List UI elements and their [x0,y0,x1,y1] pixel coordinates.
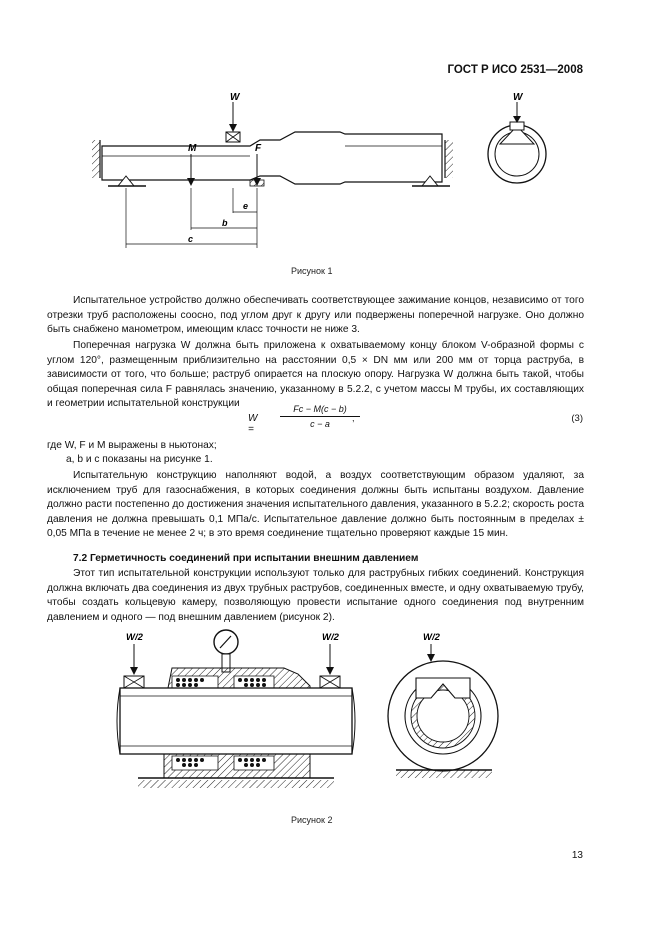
label-e: e [243,201,249,211]
page-number: 13 [571,850,583,861]
paragraph-3: Испытательную конструкцию наполняют водой, а воздух соответствующим образом удаляют, за исключением труб для газоснабжения, в которых соединения должны быть испытаны воздухом. Давление должно расти постепенно до достижения значения испытательного давления, указанного в 5.2.2; скорость роста давления не должна превышать 0,1 МПа/с. Испытательное давление должно быть постоянным в пределах ± 0,05 МПа в течение не менее 2 ч; в это время соединение тщательно проверяют каждые 15 мин. [47,470,584,540]
label-c: c [188,234,194,244]
label-w-section: W [513,92,523,103]
paragraph-4: Этот тип испытательной конструкции используют только для раструбных гибких соединений. Конструкция должна включать два соединения из двух трубных раструбов, соединенных вместе, и одну охватываемую трубу, чтобы создать кольцевую камеру, позволяющую провести испытание одного соединения под внутренним давлением и одного — под внешним давлением (рисунок 2). [47,568,584,623]
label-w2-right: W/2 [322,632,339,643]
where-line: где W, F и M выражены в ньютонах; [47,440,217,451]
formula-fraction [280,404,360,429]
formula-number: (3) [571,413,583,424]
figure-2-caption: Рисунок 2 [291,815,333,825]
formula-denominator: c − a [310,419,330,429]
formula-comma: , [352,413,355,423]
figure-1-drawing [90,88,570,258]
label-w: W [230,92,240,103]
paragraph-2: Поперечная нагрузка W должна быть приложена к охватываемому концу блоком V-образной формы с углом 120°, размещенным приблизительно на расстоянии 0,5 × DN мм или 200 мм от торца раструба, в зависимости от того, что больше; раструб опирается на плоскую опору. Нагрузка W должна быть такой, чтобы общая поперечная сила F равнялась значению, указанному в 5.2.2, с учетом массы M трубы, их составляющих и геометрии испытательной конструкции [47,340,584,410]
figure-1-caption: Рисунок 1 [291,266,333,276]
label-w2-section: W/2 [423,632,440,643]
label-w2-left: W/2 [126,632,143,643]
section-heading: 7.2 Герметичность соединений при испытании внешним давлением [73,553,419,564]
formula-lhs: W = [248,413,258,435]
document-code: ГОСТ Р ИСО 2531—2008 [447,64,583,76]
figure-2-drawing [98,628,518,803]
abc-line: a, b и c показаны на рисунке 1. [66,454,213,465]
paragraph-1: Испытательное устройство должно обеспечивать соответствующее зажимание концов, независимо от того отрезки труб расположены соосно, под углом друг к другу или подвержены поперечной нагрузке. Оно должно быть снабжено манометром, имеющим класс точности не ниже 3. [47,295,584,336]
formula-numerator: Fc − M(c − b) [280,404,360,417]
label-b: b [222,218,228,228]
label-m: M [188,143,197,154]
label-f: F [255,143,262,154]
